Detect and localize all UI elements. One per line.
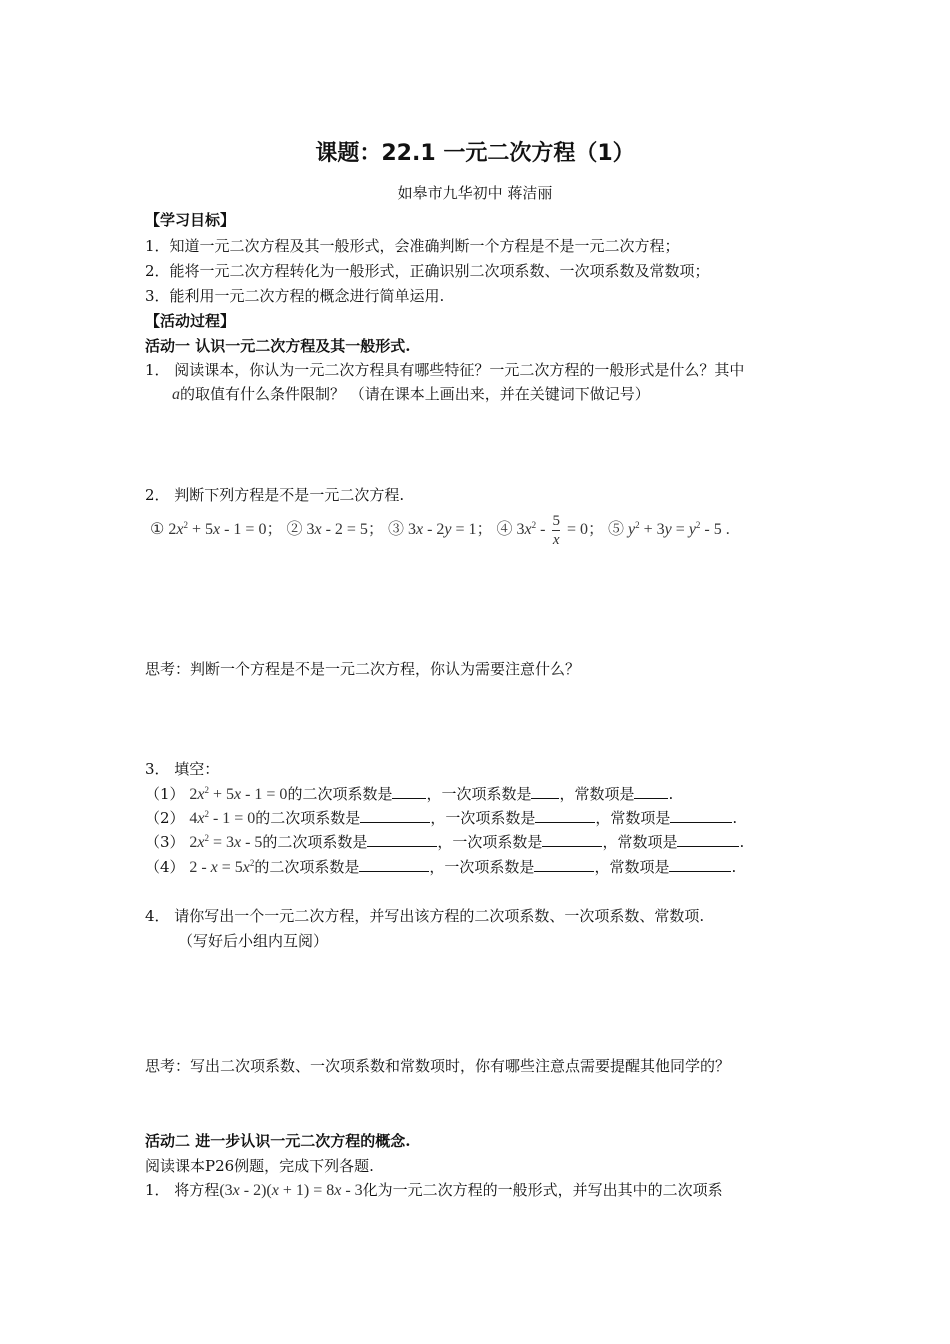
goal-item: 1．知道一元二次方程及其一般形式，会准确判断一个方程是不是一元二次方程；: [145, 237, 680, 255]
activity1-question-4: 4． 请你写出一个一元二次方程，并写出该方程的二次项系数、一次项系数、常数项.: [145, 907, 705, 925]
answer-blank[interactable]: [535, 808, 595, 823]
fill-row-1: （1） $2x^2 + 5x - 1 = 0$的二次项系数是 ，一次项系数是 ，常数项是 .: [145, 785, 674, 803]
activity1-heading: 活动一 认识一元二次方程及其一般形式.: [145, 337, 411, 355]
think-1: 思考：判断一个方程是不是一元二次方程，你认为需要注意什么？: [145, 660, 581, 678]
activity2-heading: 活动二 进一步认识一元二次方程的概念.: [145, 1132, 411, 1150]
variable-a: a: [172, 386, 180, 403]
fill-row-3: （3） $2x^2 = 3x - 5$的二次项系数是 ，一次项系数是 ，常数项是 .: [145, 833, 745, 851]
answer-blank[interactable]: [542, 832, 602, 847]
equation-3: 3x - 2y = 1；: [407, 521, 493, 538]
answer-blank[interactable]: [677, 832, 739, 847]
answer-blank[interactable]: [367, 832, 437, 847]
activity1-question-4-note: （写好后小组内互阅）: [178, 932, 329, 950]
marker: ④: [496, 521, 513, 538]
equation-1: $2x^2 + 5x - 1 = 0$；: [168, 520, 283, 538]
process-heading: 【活动过程】: [145, 312, 236, 330]
fill-row-2: （2） $4x^2 - 1 = 0$的二次项系数是 ，一次项系数是 ，常数项是 .: [145, 809, 738, 827]
activity2-intro: 阅读课本P26例题，完成下列各题.: [145, 1157, 374, 1175]
answer-blank[interactable]: [669, 857, 731, 872]
marker: ③: [387, 521, 404, 538]
activity1-question-2: 2． 判断下列方程是不是一元二次方程.: [145, 486, 405, 504]
equation-list: [150, 510, 730, 550]
goals-heading: 【学习目标】: [145, 211, 236, 229]
answer-blank[interactable]: [670, 808, 732, 823]
activity1-question-1: 1． 阅读课本，你认为一元二次方程具有哪些特征？一元二次方程的一般形式是什么？其中: [145, 361, 745, 379]
think-2: 思考：写出二次项系数、一次项系数和常数项时，你有哪些注意点需要提醒其他同学的？: [145, 1057, 731, 1075]
fill-row-4: （4） $2 - x = 5x^2$的二次项系数是 ，一次项系数是 ，常数项是 .: [145, 858, 737, 876]
equation-5: $y^2 + 3y = y^2 - 5$ .: [628, 520, 730, 538]
goal-item: 3．能利用一元二次方程的概念进行简单运用.: [145, 287, 445, 305]
equation-4: $3x^2$ - $\frac{5}{x}$ = 0；: [516, 512, 605, 548]
marker: ⑤: [608, 521, 625, 538]
answer-blank[interactable]: [359, 857, 429, 872]
answer-blank[interactable]: [634, 784, 668, 799]
activity1-question-1-cont: a的取值有什么条件限制？ （请在课本上画出来，并在关键词下做记号）: [172, 385, 650, 403]
marker: ①: [150, 521, 165, 538]
answer-blank[interactable]: [534, 857, 594, 872]
answer-blank[interactable]: [531, 784, 559, 799]
author-line: 如皋市九华初中 蒋洁丽: [397, 184, 553, 202]
equation-2: 3x - 2 = 5；: [306, 521, 384, 538]
goal-item: 2．能将一元二次方程转化为一般形式，正确识别二次项系数、一次项系数及常数项；: [145, 262, 710, 280]
marker: ②: [286, 521, 303, 538]
page-title: 课题：22.1 一元二次方程（1）: [315, 141, 635, 166]
answer-blank[interactable]: [392, 784, 426, 799]
answer-blank[interactable]: [360, 808, 430, 823]
activity2-question-1: 1． 将方程(3x - 2)(x + 1) = 8x - 3化为一元二次方程的一般形式，并写出其中的二次项系: [145, 1181, 723, 1199]
activity1-question-3: 3． 填空：: [145, 760, 220, 778]
